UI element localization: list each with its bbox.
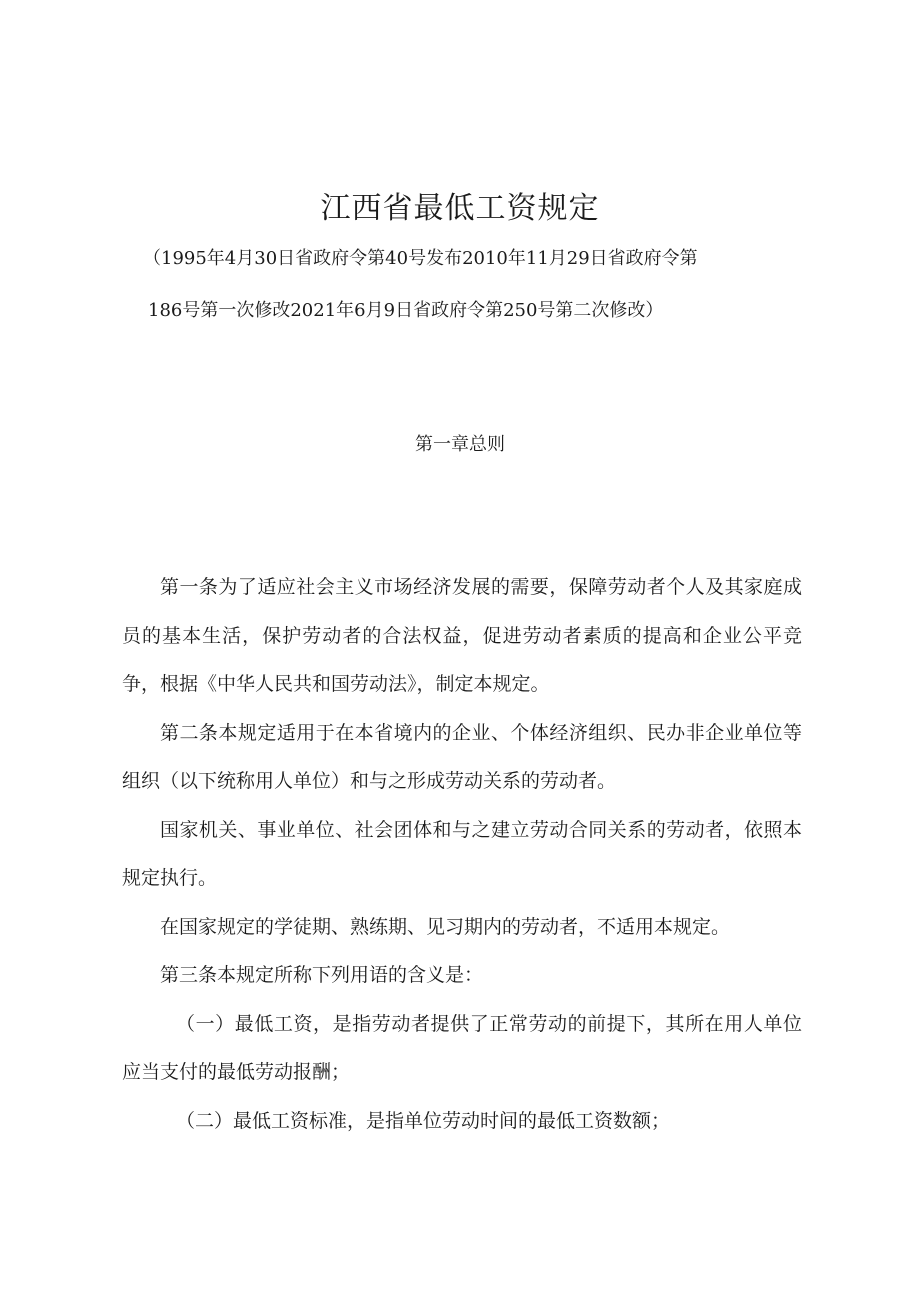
subtitle-line-1: （1995年4月30日省政府令第40号发布2010年11月29日省政府令第 xyxy=(143,248,698,269)
document-body xyxy=(122,563,802,1145)
paragraph-definition-2: （二）最低工资标准，是指单位劳动时间的最低工资数额； xyxy=(176,1109,671,1132)
paragraph-article-3: 第三条本规定所称下列用语的含义是： xyxy=(160,964,484,986)
paragraph-article-1: 第一条为了适应社会主义市场经济发展的需要，保障劳动者个人及其家庭成员的基本生活，保护劳动者的合法权益，促进劳动者素质的提高和企业公平竞争，根据《中华人民共和国劳动法》，制定本规定。 xyxy=(122,576,802,695)
chapter-heading: 第一章总则 xyxy=(415,434,505,455)
paragraph-article-2: 第二条本规定适用于在本省境内的企业、个体经济组织、民办非企业单位等组织（以下统称用人单位）和与之形成劳动关系的劳动者。 xyxy=(122,721,802,792)
document-title: 江西省最低工资规定 xyxy=(320,191,600,226)
subtitle-line-2: 186号第一次修改2021年6月9日省政府令第250号第二次修改） xyxy=(148,300,664,321)
paragraph-definition-1: （一）最低工资，是指劳动者提供了正常劳动的前提下，其所在用人单位应当支付的最低劳动报酬； xyxy=(122,1012,802,1083)
paragraph-article-2-exclusion: 在国家规定的学徒期、熟练期、见习期内的劳动者，不适用本规定。 xyxy=(160,915,731,938)
paragraph-article-2-scope: 国家机关、事业单位、社会团体和与之建立劳动合同关系的劳动者，依照本规定执行。 xyxy=(122,818,802,889)
